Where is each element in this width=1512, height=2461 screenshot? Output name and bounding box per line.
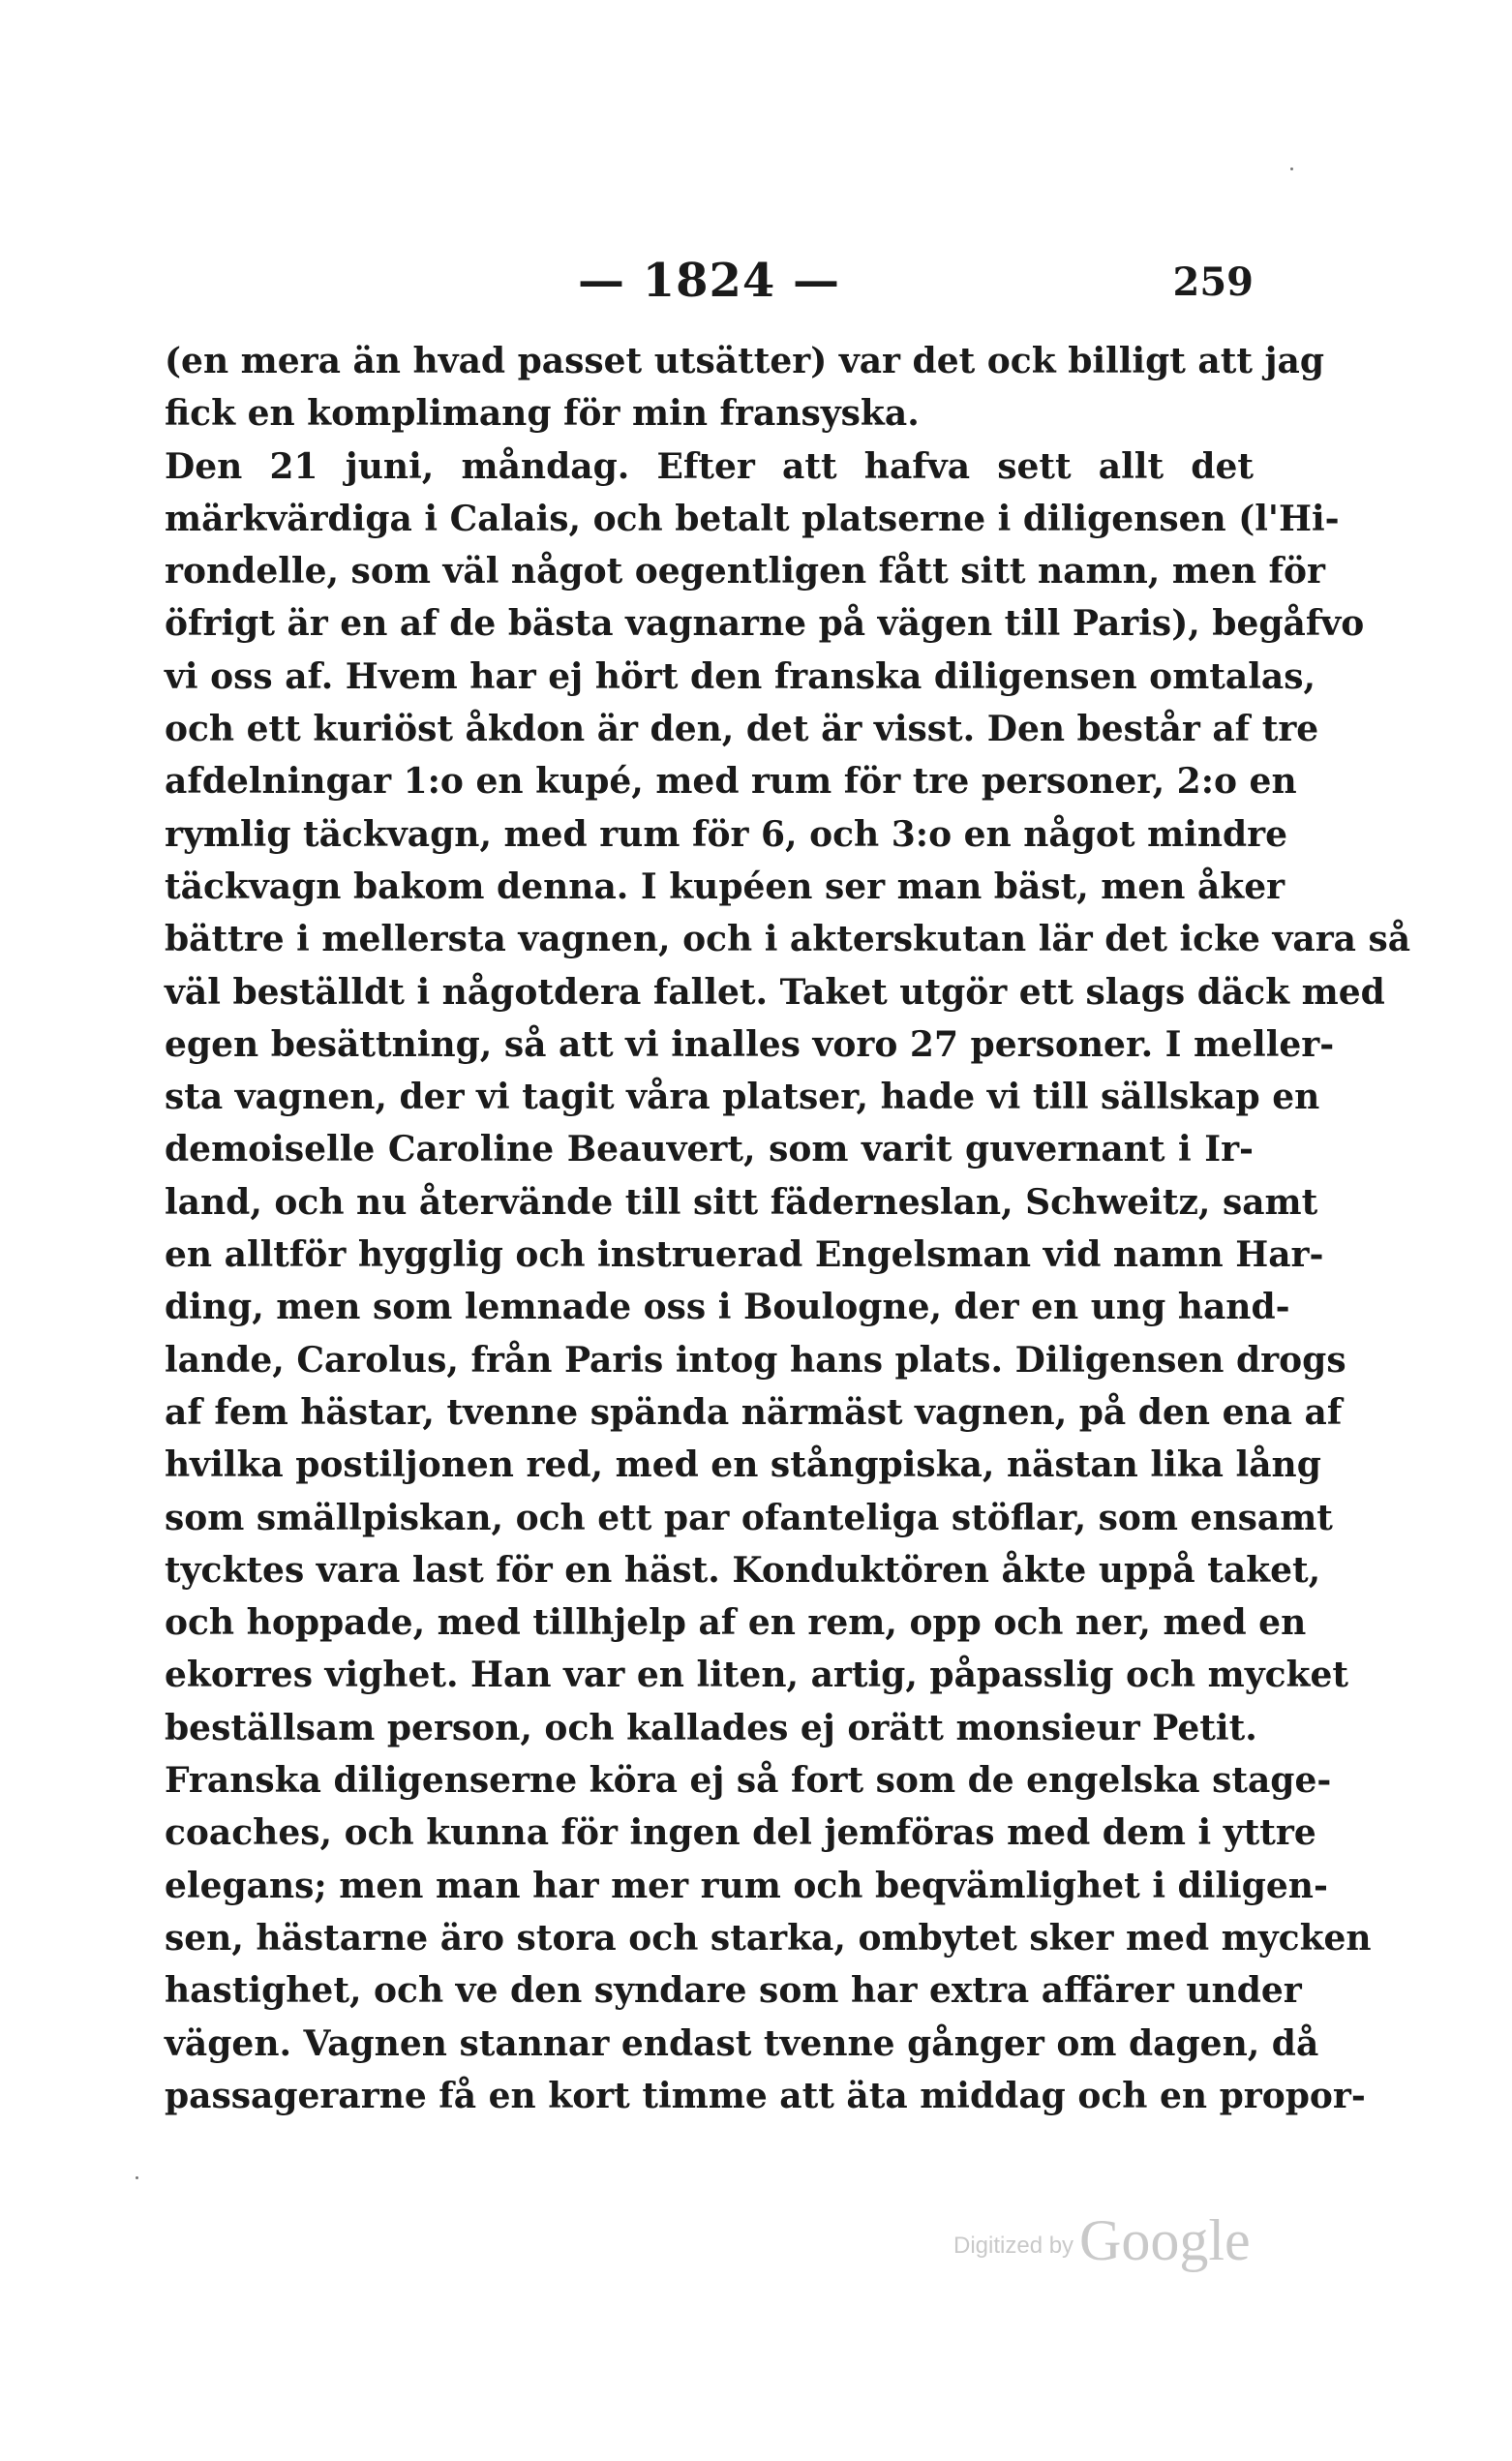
running-header (165, 254, 1254, 312)
text-line: öfrigt är en af de bästa vagnarne på vägen till Paris), begåfvo (165, 603, 1365, 645)
text-line: väl beställdt i någotdera fallet. Taket utgör ett slags däck med (165, 971, 1385, 1013)
text-line: (en mera än hvad passet utsätter) var det ock billigt att jag (165, 341, 1325, 381)
text-line: vägen. Vagnen stannar endast tvenne gånger om dagen, då (165, 2022, 1319, 2064)
digitized-watermark (953, 2207, 1263, 2275)
text-line: beställsam person, och kallades ej orätt monsieur Petit. (165, 1707, 1257, 1748)
digitized-by-label: Digitized by (953, 2233, 1074, 2259)
speck (136, 2176, 138, 2179)
text-line: sen, hästarne äro stora och starka, ombytet sker med mycken (165, 1917, 1372, 1959)
text-line: täckvagn bakom denna. I kupéen ser man bäst, men åker (165, 866, 1285, 907)
text-line: ekorres vighet. Han var en liten, artig, påpasslig och mycket (165, 1655, 1349, 1696)
text-line: passagerarne få en kort timme att äta middag och en propor- (165, 2075, 1366, 2116)
text-line: och ett kuriöst åkdon är den, det är visst. Den består af tre (165, 709, 1319, 750)
text-line: och hoppade, med tillhjelp af en rem, opp och ner, med en (165, 1602, 1307, 1644)
text-line: sta vagnen, der vi tagit våra platser, hade vi till sällskap en (165, 1077, 1320, 1118)
text-line: rondelle, som väl något oegentligen fått sitt namn, men för (165, 551, 1326, 592)
text-line: märkvärdiga i Calais, och betalt platserne i diligensen (l'Hi- (165, 498, 1340, 539)
text-line: som smällpiskan, och ett par ofanteliga stöflar, som ensamt (165, 1497, 1333, 1538)
text-line: vi oss af. Hvem har ej hört den franska diligensen omtalas, (165, 655, 1316, 697)
text-line: rymlig täckvagn, med rum för 6, och 3:o en något mindre (165, 813, 1288, 855)
page-number: 259 (1172, 259, 1254, 305)
text-line: tycktes vara last för en häst. Konduktören åkte uppå taket, (165, 1549, 1321, 1591)
text-line: bättre i mellersta vagnen, och i akterskutan lär det icke vara så (165, 919, 1411, 960)
text-line: ding, men som lemnade oss i Boulogne, der en ung hand- (165, 1287, 1290, 1328)
text-line: demoiselle Caroline Beauvert, som varit guvernant i Ir- (165, 1129, 1254, 1170)
text-line: land, och nu återvände till sitt fäderneslan, Schweitz, samt (165, 1181, 1318, 1223)
text-line: elegans; men man har mer rum och beqvämlighet i diligen- (165, 1865, 1328, 1906)
speck (1290, 167, 1293, 170)
text-line: Franska diligenserne köra ej så fort som de engelska stage- (165, 1760, 1332, 1802)
text-line: hvilka postiljonen red, med en stångpiska, nästan lika lång (165, 1444, 1321, 1486)
text-line: hastighet, och ve den syndare som har extra affärer under (165, 1970, 1302, 2012)
body-text (165, 335, 1411, 2122)
text-line: fick en komplimang för min fransyska. (165, 393, 920, 435)
text-line: coaches, och kunna för ingen del jemföras med dem i yttre (165, 1812, 1316, 1854)
text-line: en alltför hygglig och instruerad Engelsman vid namn Har- (165, 1234, 1324, 1276)
text-line: lande, Carolus, från Paris intog hans plats. Diligensen drogs (165, 1339, 1346, 1381)
text-line: egen besättning, så att vi inalles voro 27 personer. I meller- (165, 1023, 1335, 1065)
text-line: afdelningar 1:o en kupé, med rum för tre personer, 2:o en (165, 761, 1297, 803)
google-logo: Google (1079, 2208, 1251, 2272)
header-year: — 1824 — (577, 254, 840, 308)
text-line: af fem hästar, tvenne spända närmäst vagnen, på den ena af (165, 1391, 1343, 1433)
text-line: Den 21 juni, måndag. Efter att hafva sett allt det (165, 445, 1254, 487)
